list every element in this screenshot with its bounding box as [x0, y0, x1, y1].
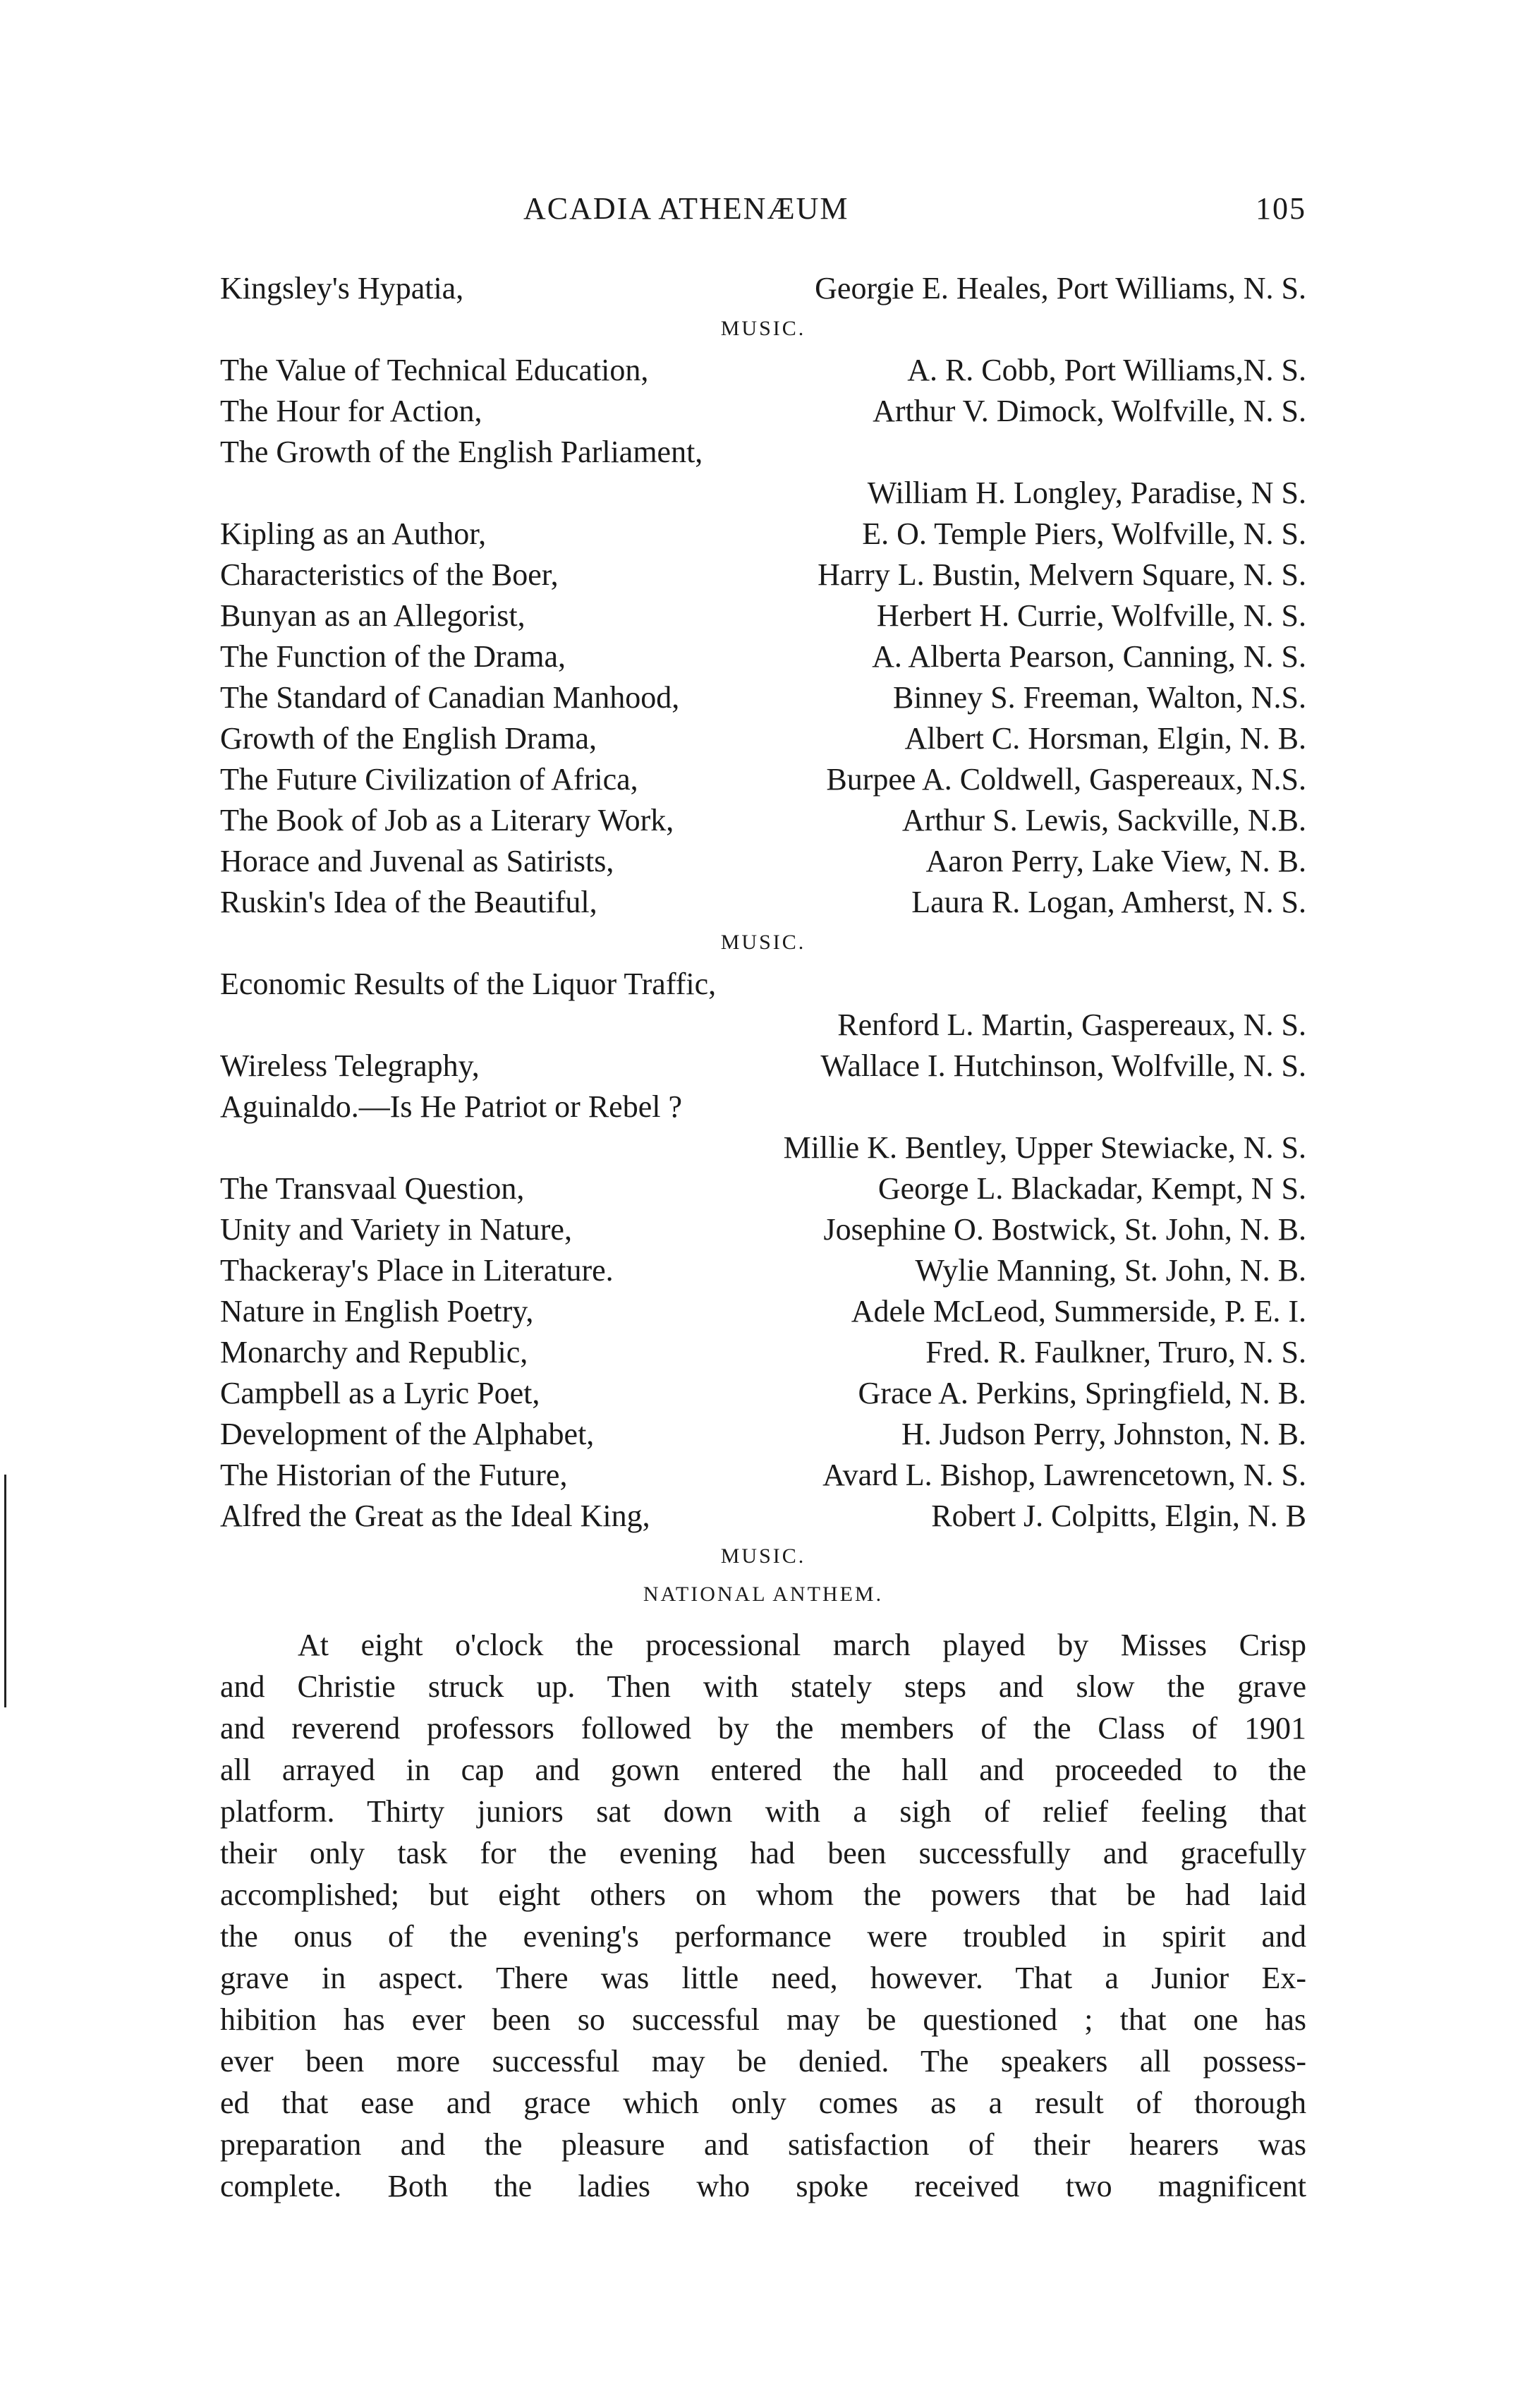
- essay-topic: Horace and Juvenal as Satirists,: [220, 844, 614, 878]
- program-entry: [220, 555, 1306, 595]
- essay-topic: Characteristics of the Boer,: [220, 557, 559, 592]
- program-entry: [220, 1414, 1306, 1455]
- narrative-line: all arrayed in cap and gown entered the hall and proceeded to the: [220, 1753, 1306, 1787]
- narrative-line: preparation and the pleasure and satisfaction of their hearers was: [220, 2127, 1306, 2162]
- speaker-name: Arthur V. Dimock, Wolfville, N. S.: [873, 394, 1306, 428]
- program-entry: [220, 1005, 1306, 1046]
- speaker-name: A. R. Cobb, Port Williams,N. S.: [907, 353, 1306, 387]
- speaker-name: Fred. R. Faulkner, Truro, N. S.: [925, 1335, 1306, 1369]
- essay-topic: The Book of Job as a Literary Work,: [220, 803, 674, 837]
- essay-topic: The Future Civilization of Africa,: [220, 762, 638, 797]
- essay-topic: The Growth of the English Parliament,: [220, 435, 703, 469]
- program-entry: [220, 882, 1306, 923]
- scan-edge-line: [4, 1475, 6, 1707]
- essay-topic: Kipling as an Author,: [220, 516, 487, 551]
- essay-topic: The Hour for Action,: [220, 394, 482, 428]
- narrative-line: accomplished; but eight others on whom the powers that be had laid: [220, 1877, 1306, 1912]
- essay-topic: The Transvaal Question,: [220, 1171, 525, 1206]
- narrative-line: and reverend professors followed by the members of the Class of 1901: [220, 1711, 1306, 1746]
- program-entry: [220, 1046, 1306, 1087]
- program-entry: [220, 1291, 1306, 1332]
- essay-topic: Campbell as a Lyric Poet,: [220, 1376, 540, 1410]
- program-entry: [220, 1373, 1306, 1414]
- program-entry: [220, 514, 1306, 555]
- book-page: [220, 190, 1306, 2207]
- speaker-name: Josephine O. Bostwick, St. John, N. B.: [823, 1212, 1306, 1247]
- speaker-name: Harry L. Bustin, Melvern Square, N. S.: [818, 557, 1306, 592]
- essay-topic: The Historian of the Future,: [220, 1458, 568, 1492]
- narrative-line: complete. Both the ladies who spoke received two magnificent: [220, 2169, 1306, 2203]
- speaker-name: Renford L. Martin, Gaspereaux, N. S.: [837, 1008, 1306, 1042]
- speaker-name: George L. Blackadar, Kempt, N S.: [877, 1171, 1306, 1206]
- program-entry: [220, 677, 1306, 718]
- speaker-name: Grace A. Perkins, Springfield, N. B.: [858, 1376, 1306, 1410]
- speaker-name: Herbert H. Currie, Wolfville, N. S.: [876, 598, 1306, 633]
- narrative-line: the onus of the evening's performance were troubled in spirit and: [220, 1919, 1306, 1954]
- essay-topic: Economic Results of the Liquor Traffic,: [220, 967, 717, 1001]
- music-interlude: MUSIC.: [720, 931, 806, 954]
- essay-topic: Aguinaldo.—Is He Patriot or Rebel ?: [220, 1089, 682, 1124]
- program-entry: [220, 1496, 1306, 1537]
- narrative-line: and Christie struck up. Then with stately steps and slow the grave: [220, 1669, 1306, 1704]
- program-entry: [220, 391, 1306, 432]
- essay-topic: Thackeray's Place in Literature.: [220, 1253, 614, 1288]
- speaker-name: William H. Longley, Paradise, N S.: [867, 476, 1306, 510]
- speaker-name: Laura R. Logan, Amherst, N. S.: [911, 885, 1306, 919]
- essay-topic: Development of the Alphabet,: [220, 1417, 595, 1451]
- program-entry: [220, 1087, 1306, 1127]
- page-number: 105: [1256, 191, 1306, 226]
- speaker-name: Wylie Manning, St. John, N. B.: [915, 1253, 1306, 1288]
- speaker-name: Burpee A. Coldwell, Gaspereaux, N.S.: [826, 762, 1306, 797]
- essay-topic: Nature in English Poetry,: [220, 1294, 534, 1329]
- narrative-line: ever been more successful may be denied. The speakers all possess-: [220, 2044, 1306, 2079]
- national-anthem-heading: NATIONAL ANTHEM.: [643, 1583, 884, 1606]
- speaker-name: Adele McLeod, Summerside, P. E. I.: [851, 1294, 1306, 1329]
- program-entry: [220, 636, 1306, 677]
- essay-topic: Wireless Telegraphy,: [220, 1048, 480, 1083]
- essay-topic: Bunyan as an Allegorist,: [220, 598, 525, 633]
- program-entry: [220, 432, 1306, 473]
- speaker-name: Georgie E. Heales, Port Williams, N. S.: [815, 271, 1306, 305]
- essay-topic: Alfred the Great as the Ideal King,: [220, 1499, 650, 1533]
- narrative-line: ed that ease and grace which only comes as a result of thorough: [220, 2086, 1306, 2120]
- speaker-name: E. O. Temple Piers, Wolfville, N. S.: [862, 516, 1306, 551]
- narrative-line: their only task for the evening had been successfully and gracefully: [220, 1836, 1306, 1870]
- essay-topic: Ruskin's Idea of the Beautiful,: [220, 885, 597, 919]
- program-entry: [220, 964, 1306, 1005]
- speaker-name: Aaron Perry, Lake View, N. B.: [925, 844, 1306, 878]
- program-entry: [220, 1168, 1306, 1209]
- essay-topic: Unity and Variety in Nature,: [220, 1212, 572, 1247]
- program-entry: [220, 1455, 1306, 1496]
- speaker-name: Robert J. Colpitts, Elgin, N. B: [931, 1499, 1306, 1533]
- essay-topic: The Function of the Drama,: [220, 639, 566, 674]
- program-entry: [220, 1250, 1306, 1291]
- program-entry: [220, 268, 1306, 309]
- essay-topic: Growth of the English Drama,: [220, 721, 597, 756]
- narrative-line: At eight o'clock the processional march played by Misses Crisp: [298, 1628, 1306, 1662]
- speaker-name: Arthur S. Lewis, Sackville, N.B.: [901, 803, 1306, 837]
- speaker-name: Albert C. Horsman, Elgin, N. B.: [904, 721, 1306, 756]
- program-list: [220, 268, 1306, 1573]
- essay-topic: Monarchy and Republic,: [220, 1335, 528, 1369]
- music-interlude: MUSIC.: [720, 1544, 806, 1568]
- speaker-name: A. Alberta Pearson, Canning, N. S.: [872, 639, 1306, 674]
- program-entry: [220, 473, 1306, 514]
- program-entry: [220, 1332, 1306, 1373]
- music-interlude: MUSIC.: [720, 317, 806, 340]
- narrative-line: grave in aspect. There was little need, however. That a Junior Ex-: [220, 1961, 1306, 1995]
- essay-topic: The Value of Technical Education,: [220, 353, 649, 387]
- speaker-name: Millie K. Bentley, Upper Stewiacke, N. S.: [783, 1130, 1306, 1165]
- program-entry: [220, 595, 1306, 636]
- essay-topic: The Standard of Canadian Manhood,: [220, 680, 680, 715]
- speaker-name: H. Judson Perry, Johnston, N. B.: [901, 1417, 1306, 1451]
- narrative-line: hibition has ever been so successful may be questioned ; that one has: [220, 2002, 1306, 2037]
- program-entry: [220, 800, 1306, 841]
- running-head: [220, 190, 1306, 240]
- speaker-name: Avard L. Bishop, Lawrencetown, N. S.: [822, 1458, 1306, 1492]
- speaker-name: Wallace I. Hutchinson, Wolfville, N. S.: [820, 1048, 1306, 1083]
- program-entry: [220, 1127, 1306, 1168]
- speaker-name: Binney S. Freeman, Walton, N.S.: [893, 680, 1306, 715]
- program-entry: [220, 1209, 1306, 1250]
- program-entry: [220, 841, 1306, 882]
- program-entry: [220, 350, 1306, 391]
- narrative-line: platform. Thirty juniors sat down with a sigh of relief feeling that: [220, 1794, 1306, 1829]
- narrative-paragraph: [220, 1624, 1306, 2207]
- essay-topic: Kingsley's Hypatia,: [220, 271, 464, 305]
- program-entry: [220, 759, 1306, 800]
- program-entry: [220, 718, 1306, 759]
- running-title: ACADIA ATHENÆUM: [523, 191, 849, 226]
